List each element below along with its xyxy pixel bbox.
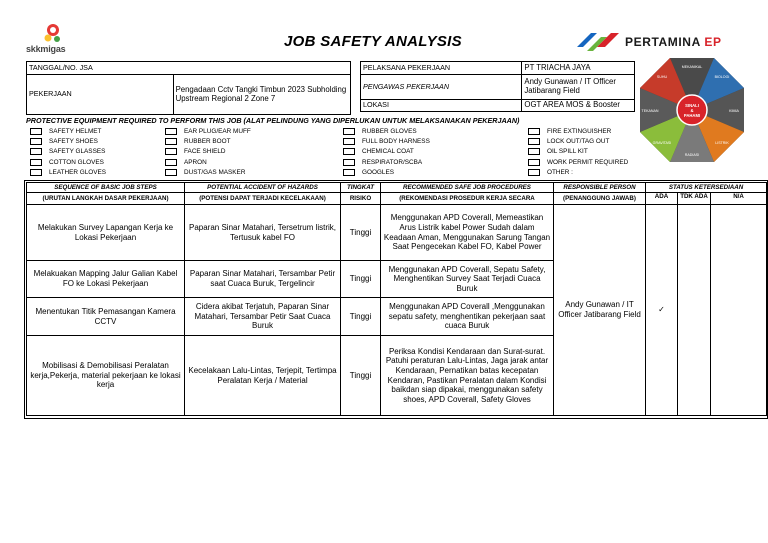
ppe-item[interactable]: RUBBER BOOT — [165, 136, 251, 146]
ppe-column-3 — [343, 126, 430, 178]
octagon-center-line3: PAHAMI — [683, 113, 701, 118]
octagon-seg-6: TEKANAN — [641, 109, 659, 113]
ppe-checkbox[interactable] — [30, 128, 42, 135]
ppe-checkbox[interactable] — [165, 148, 177, 155]
info-row-date — [27, 62, 351, 75]
ppe-item[interactable]: OTHER : — [528, 168, 628, 178]
job-label: PEKERJAAN — [27, 75, 174, 115]
jsa-table — [26, 182, 767, 416]
info-row-executor — [361, 62, 635, 75]
ppe-item[interactable]: SAFETY HELMET — [30, 126, 106, 136]
table-row — [27, 205, 767, 261]
ppe-item[interactable]: WORK PERMIT REQUIRED — [528, 157, 628, 167]
row-step: Melakukan Survey Lapangan Kerja ke Lokasi Pekerjaan — [27, 205, 185, 261]
header-risk: TINGKAT — [341, 183, 381, 193]
row-risk: Tinggi — [341, 336, 381, 416]
row-procedure: Menggunakan APD Coverall, Memeastikan Arus Listrik kabel Power Sudah dalam Keadaan Aman, Menggunakan Sarung Tangan Saat Pengecekan Kabel FO, Kabel Power — [381, 205, 554, 261]
octagon-seg-0: MEKANIKAL — [681, 65, 703, 69]
ppe-item[interactable]: FULL BODY HARNESS — [343, 136, 430, 146]
ppe-checkbox[interactable] — [528, 128, 540, 135]
octagon-center-line1: SINALI — [685, 103, 699, 108]
ppe-checkbox[interactable] — [30, 138, 42, 145]
octagon-seg-5: GRAVITASI — [652, 141, 672, 145]
ppe-checkbox[interactable] — [343, 128, 355, 135]
ppe-item[interactable]: FIRE EXTINGUISHER — [528, 126, 628, 136]
ppe-checkbox[interactable] — [343, 169, 355, 176]
ppe-item[interactable]: LOCK OUT/TAG OUT — [528, 136, 628, 146]
executor-info-table — [360, 61, 635, 112]
job-info-table — [26, 61, 351, 115]
ppe-checkbox[interactable] — [165, 159, 177, 166]
row-hazard: Paparan Sinar Matahari, Tersetrum listrik, Tertusuk kabel FO — [185, 205, 341, 261]
row-risk: Tinggi — [341, 298, 381, 336]
job-value: Pengadaan Cctv Tangki Timbun 2023 Subholding Upstream Regional 2 Zone 7 — [173, 75, 350, 115]
row-procedure: Menggunakan APD Coverall ,Menggunakan sepatu safety, menghentikan pekerjaan saat cuaca Buruk — [381, 298, 554, 336]
table-header-row — [27, 183, 767, 193]
row-step: Mobilisasi & Demobilisasi Peralatan kerja,Pekerja, material pekerjaan ke lokasi kerja — [27, 336, 185, 416]
header-status: STATUS KETERSEDIAAN — [646, 183, 767, 193]
ppe-item[interactable]: RESPIRATOR/SCBA — [343, 157, 430, 167]
subheader-na: N/A — [711, 193, 767, 205]
ppe-item[interactable]: COTTON GLOVES — [30, 157, 106, 167]
skkmigas-mark-icon — [42, 22, 64, 44]
ppe-item[interactable]: FACE SHIELD — [165, 147, 251, 157]
ppe-item[interactable]: RUBBER GLOVES — [343, 126, 430, 136]
ppe-checkbox[interactable] — [343, 148, 355, 155]
pertamina-mark-icon — [575, 31, 623, 53]
row-procedure: Menggunakan APD Coverall, Sepatu Safety, Menghentikan Survey Saat Terjadi Cuaca Buruk — [381, 261, 554, 298]
ppe-checkbox[interactable] — [30, 169, 42, 176]
row-hazard: Kecelakaan Lalu-Lintas, Terjepit, Tertimpa Peralatan Kerja / Material — [185, 336, 341, 416]
ppe-item[interactable]: DUST/GAS MASKER — [165, 168, 251, 178]
supervisor-label: PENGAWAS PEKERJAAN — [361, 75, 522, 100]
ppe-checkbox[interactable] — [528, 138, 540, 145]
executor-value: PT TRIACHA JAYA — [522, 62, 635, 75]
pertamina-ep-logo — [575, 30, 760, 54]
document-title: JOB SAFETY ANALYSIS — [284, 33, 462, 50]
info-row-job — [27, 75, 351, 115]
header-responsible: RESPONSIBLE PERSON — [554, 183, 646, 193]
ppe-item[interactable]: APRON — [165, 157, 251, 167]
ppe-checkbox[interactable] — [30, 159, 42, 166]
supervisor-value: Andy Gunawan / IT Officer Jatibarang Field — [522, 75, 635, 100]
subheader-ada: ADA — [646, 193, 678, 205]
ppe-item[interactable]: CHEMICAL COAT — [343, 147, 430, 157]
ppe-checkbox[interactable] — [165, 169, 177, 176]
pertamina-logo-text: PERTAMINA EP — [625, 35, 722, 49]
subheader-hazards: (POTENSI DAPAT TERJADI KECELAKAAN) — [185, 193, 341, 205]
ppe-item[interactable]: SAFETY SHOES — [30, 136, 106, 146]
ppe-heading: PROTECTIVE EQUIPMENT REQUIRED TO PERFORM THIS JOB (ALAT PELINDUNG YANG DIPERLUKAN UNTUK MELAKSANAKAN PEKERJAAN) — [26, 116, 520, 125]
octagon-seg-7: SUHU — [656, 75, 668, 79]
location-value: OGT AREA MOS & Booster — [522, 100, 635, 112]
ppe-item[interactable]: SAFETY GLASSES — [30, 147, 106, 157]
ppe-checkbox[interactable] — [528, 148, 540, 155]
row-procedure: Periksa Kondisi Kendaraan dan Surat-surat. Patuhi peraturan Lalu-Lintas, Jaga jarak antar Kendaraan, Pernatikan batas kecepatan Kendaran, Pastikan Peralatan dalam Kondisi baikdan siap dipakai, menggunakan safety shoes, APD Coverall, Safety Gloves — [381, 336, 554, 416]
subheader-procedures: (REKOMENDASI PROSEDUR KERJA SECARA — [381, 193, 554, 205]
executor-label: PELAKSANA PEKERJAAN — [361, 62, 522, 75]
ppe-checkbox[interactable] — [165, 128, 177, 135]
row-risk: Tinggi — [341, 205, 381, 261]
subheader-steps: (URUTAN LANGKAH DASAR PEKERJAAN) — [27, 193, 185, 205]
octagon-seg-2: KIMIA — [729, 109, 739, 113]
ppe-checkbox[interactable] — [343, 159, 355, 166]
status-tidak-ada-cell — [678, 205, 711, 416]
row-hazard: Paparan Sinar Matahari, Tersambar Petir saat Cuaca Buruk, Tergelincir — [185, 261, 341, 298]
location-label: LOKASI — [361, 100, 522, 112]
header-steps: SEQUENCE OF BASIC JOB STEPS — [27, 183, 185, 193]
info-row-location — [361, 100, 635, 112]
ppe-checkbox[interactable] — [343, 138, 355, 145]
row-step: Melakuakan Mapping Jalur Galian Kabel FO ke Lokasi Pekerjaan — [27, 261, 185, 298]
ppe-item[interactable]: OIL SPILL KIT — [528, 147, 628, 157]
hazard-octagon-icon — [638, 56, 746, 164]
row-step: Menentukan Titik Pemasangan Kamera CCTV — [27, 298, 185, 336]
responsible-person: Andy Gunawan / IT Officer Jatibarang Field — [554, 205, 646, 416]
subheader-tidak-ada: TDK ADA — [678, 193, 711, 205]
info-row-supervisor — [361, 75, 635, 100]
subheader-responsible: (PENANGGUNG JAWAB) — [554, 193, 646, 205]
row-risk: Tinggi — [341, 261, 381, 298]
ppe-item[interactable]: EAR PLUG/EAR MUFF — [165, 126, 251, 136]
table-subheader-row — [27, 193, 767, 205]
ppe-item[interactable]: GOOGLES — [343, 168, 430, 178]
date-label: TANGGAL/NO. JSA — [27, 62, 351, 75]
header-hazards: POTENTIAL ACCIDENT OF HAZARDS — [185, 183, 341, 193]
ppe-checkbox[interactable] — [30, 148, 42, 155]
ppe-checkbox[interactable] — [528, 159, 540, 166]
skkmigas-logo — [26, 22, 82, 56]
row-hazard: Cidera akibat Terjatuh, Paparan Sinar Matahari, Tersambar Petir Saat Cuaca Buruk — [185, 298, 341, 336]
status-ada-check: ✓ — [646, 205, 678, 416]
ppe-checkbox[interactable] — [165, 138, 177, 145]
ppe-item[interactable]: LEATHER GLOVES — [30, 168, 106, 178]
octagon-seg-3: LISTRIK — [715, 141, 729, 145]
ppe-checkbox[interactable] — [528, 169, 540, 176]
ppe-column-2 — [165, 126, 251, 178]
skkmigas-logo-text: skkmigas — [26, 44, 66, 54]
octagon-center-line2: & — [690, 108, 694, 113]
ppe-column-1 — [30, 126, 106, 178]
status-na-cell — [711, 205, 767, 416]
ppe-column-4 — [528, 126, 628, 178]
header-procedures: RECOMMENDED SAFE JOB PROCEDURES — [381, 183, 554, 193]
octagon-seg-4: RADIASI — [684, 153, 700, 157]
subheader-risk: RISIKO — [341, 193, 381, 205]
octagon-seg-1: BIOLOGI — [714, 75, 730, 79]
